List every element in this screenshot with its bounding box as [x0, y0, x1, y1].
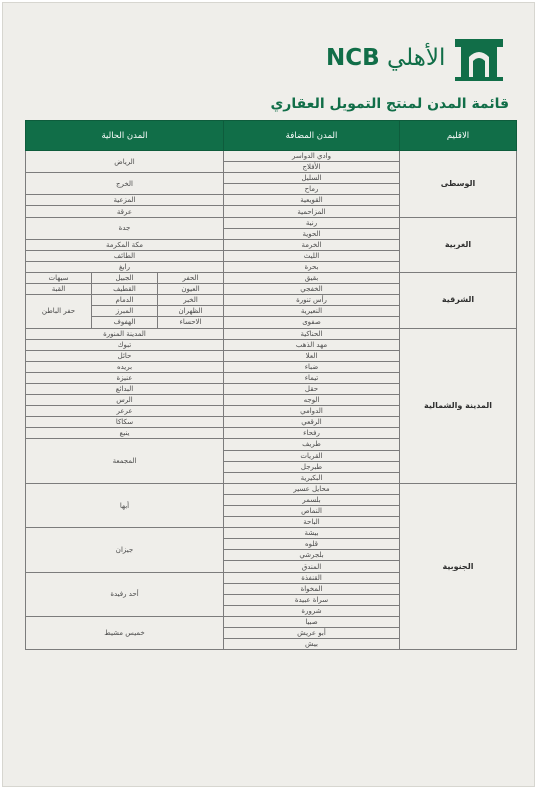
- current-city: الرس: [26, 395, 224, 406]
- current-city: أحد رفيدة: [26, 572, 224, 616]
- added-city: بيشة: [224, 528, 400, 539]
- table-row: [26, 217, 517, 228]
- current-city: خميس مشيط: [26, 616, 224, 649]
- added-city: الخفجي: [224, 284, 400, 295]
- added-city: بلجرشي: [224, 550, 400, 561]
- added-city: ضباء: [224, 361, 400, 372]
- added-city: القنفذة: [224, 572, 400, 583]
- page-title: قائمة المدن لمنتج التمويل العقاري: [270, 96, 509, 112]
- added-city: رنية: [224, 217, 400, 228]
- added-city: العلا: [224, 350, 400, 361]
- current-city: عرعر: [26, 406, 224, 417]
- current-city: القبة: [26, 284, 92, 295]
- added-city: المندق: [224, 561, 400, 572]
- added-city: رأس تنورة: [224, 295, 400, 306]
- added-city: صبيا: [224, 616, 400, 627]
- current-city: بريده: [26, 361, 224, 372]
- added-city: بيش: [224, 639, 400, 650]
- cities-table: [25, 120, 517, 650]
- current-city: الخرج: [26, 173, 224, 195]
- table-row: [26, 483, 517, 494]
- current-city: الظهران: [158, 306, 224, 317]
- added-city: الدوامي: [224, 406, 400, 417]
- added-city: سراة عبيدة: [224, 594, 400, 605]
- table-row: [26, 151, 517, 162]
- added-city: المزاحمية: [224, 206, 400, 217]
- added-city: الحوية: [224, 228, 400, 239]
- added-city: بلسمر: [224, 494, 400, 505]
- added-city: طبرجل: [224, 461, 400, 472]
- added-city: شرورة: [224, 605, 400, 616]
- region-cell: الغربية: [400, 217, 517, 272]
- current-city: الطائف: [26, 250, 224, 261]
- current-city: حائل: [26, 350, 224, 361]
- current-city: أبها: [26, 483, 224, 527]
- current-city: سكاكا: [26, 417, 224, 428]
- current-city: المزعية: [26, 195, 224, 206]
- current-city: رابغ: [26, 261, 224, 272]
- current-city: ينبع: [26, 428, 224, 439]
- added-city: البكيرية: [224, 472, 400, 483]
- added-city: طريف: [224, 439, 400, 450]
- added-city: الباحة: [224, 517, 400, 528]
- current-city: العيون: [158, 284, 224, 295]
- current-city: سيهات: [26, 273, 92, 284]
- current-city: الرياض: [26, 151, 224, 173]
- added-city: تيماء: [224, 372, 400, 383]
- region-cell: الوسطى: [400, 151, 517, 218]
- current-city: مكة المكرمة: [26, 239, 224, 250]
- added-city: محايل عسير: [224, 483, 400, 494]
- table-row: [26, 328, 517, 339]
- added-city: رماح: [224, 184, 400, 195]
- current-city: المبرز: [92, 306, 158, 317]
- region-cell: الشرقية: [400, 273, 517, 328]
- current-city: حفر الباطن: [26, 295, 92, 328]
- current-city: جيزان: [26, 528, 224, 572]
- ncb-logo: [326, 30, 516, 86]
- region-header: الاقليم: [400, 121, 517, 151]
- added-city: الوجه: [224, 395, 400, 406]
- current-city: تبوك: [26, 339, 224, 350]
- added-city: الحناكية: [224, 328, 400, 339]
- added-city: الأفلاج: [224, 162, 400, 173]
- added-city: أبو عريش: [224, 628, 400, 639]
- added-city: القويعية: [224, 195, 400, 206]
- added-city: وادي الدواسر: [224, 151, 400, 162]
- current-city: القطيف: [92, 284, 158, 295]
- region-cell: الجنوبية: [400, 483, 517, 649]
- added-city: مهد الذهب: [224, 339, 400, 350]
- added-city: حقل: [224, 383, 400, 394]
- added-city: المخواة: [224, 583, 400, 594]
- current-city: عنيزة: [26, 372, 224, 383]
- added-city: بقيق: [224, 273, 400, 284]
- brand-name-en: NCB: [326, 45, 380, 71]
- brand-name: [326, 45, 445, 71]
- added-city: بحرة: [224, 261, 400, 272]
- added-city: السليل: [224, 173, 400, 184]
- region-cell: المدينة والشمالية: [400, 328, 517, 483]
- current-city: الاحساء: [158, 317, 224, 328]
- table-header-row: [26, 121, 517, 151]
- table-row: [26, 273, 517, 284]
- added-city: النماص: [224, 506, 400, 517]
- current-city: البدائع: [26, 383, 224, 394]
- current-city: الدمام: [92, 295, 158, 306]
- added-city: النعيرية: [224, 306, 400, 317]
- added-city: القريات: [224, 450, 400, 461]
- added-city: الرقعي: [224, 417, 400, 428]
- current-city: عرقة: [26, 206, 224, 217]
- added-city: الليث: [224, 250, 400, 261]
- added-city: رفحاء: [224, 428, 400, 439]
- current-city: الجبيل: [92, 273, 158, 284]
- current-city: الحفر: [158, 273, 224, 284]
- current-city: جدة: [26, 217, 224, 239]
- added-cities-header: المدن المضافة: [224, 121, 400, 151]
- brand-name-ar: الأهلي: [386, 45, 446, 71]
- current-city: الخبر: [158, 295, 224, 306]
- current-city: المدينة المنورة: [26, 328, 224, 339]
- added-city: صفوى: [224, 317, 400, 328]
- current-city: الهفوف: [92, 317, 158, 328]
- current-city: المجمعة: [26, 439, 224, 483]
- ncb-emblem-icon: [451, 33, 507, 83]
- current-cities-header: المدن الحالية: [26, 121, 224, 151]
- added-city: قلوه: [224, 539, 400, 550]
- added-city: الخرمة: [224, 239, 400, 250]
